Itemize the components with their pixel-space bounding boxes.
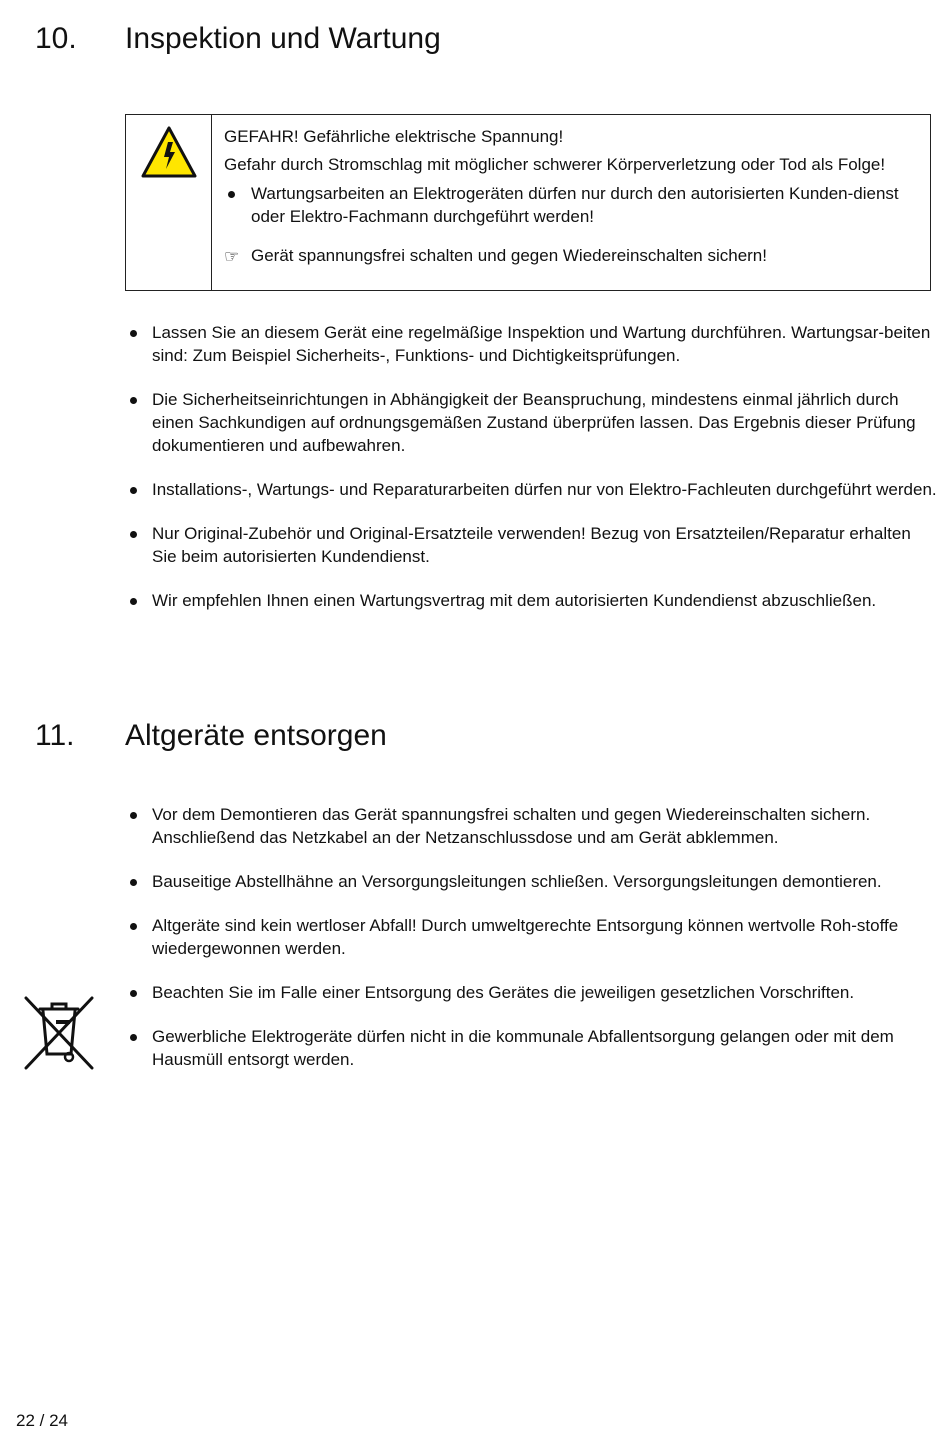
list-item-text: Nur Original-Zubehör und Original-Ersatzteile verwenden! Bezug von Ersatzteilen/Reparatur erhalten Sie beim autorisierten Kundendienst.	[152, 524, 911, 566]
list-item	[125, 803, 940, 849]
bullet-icon	[130, 812, 137, 819]
page-number: 22 / 24	[16, 1411, 68, 1430]
list-item	[125, 522, 940, 568]
high-voltage-warning-icon	[140, 125, 198, 179]
crossed-out-wheelie-bin-icon	[22, 994, 96, 1072]
bullet-icon	[130, 923, 137, 930]
list-item	[125, 1025, 940, 1071]
section-11-list	[125, 803, 940, 1071]
list-item	[125, 321, 940, 367]
warning-action	[224, 244, 924, 267]
list-item	[125, 478, 940, 501]
bullet-icon	[130, 990, 137, 997]
list-item	[125, 914, 940, 960]
bullet-icon	[130, 330, 137, 337]
section-11-title: Altgeräte entsorgen	[125, 719, 387, 752]
warning-action-text: Gerät spannungsfrei schalten und gegen Wiedereinschalten sichern!	[251, 246, 767, 265]
list-item-text: Beachten Sie im Falle einer Entsorgung des Gerätes die jeweiligen gesetzlichen Vorschriften.	[152, 983, 855, 1002]
bullet-icon	[130, 487, 137, 494]
warning-box-divider	[211, 115, 212, 290]
danger-warning-box	[125, 114, 931, 291]
section-11-number: 11.	[35, 719, 75, 752]
bullet-icon	[228, 191, 235, 198]
warning-content	[224, 125, 924, 267]
list-item	[125, 981, 940, 1004]
section-10-list	[125, 321, 940, 612]
list-item-text: Wir empfehlen Ihnen einen Wartungsvertrag mit dem autorisierten Kundendienst abzuschließen.	[152, 591, 877, 610]
list-item	[125, 388, 940, 457]
list-item	[125, 589, 940, 612]
pointing-hand-icon: ☞	[224, 247, 240, 266]
bullet-icon	[130, 1034, 137, 1041]
warning-bullet	[224, 182, 924, 228]
list-item-text: Installations-, Wartungs- und Reparaturarbeiten dürfen nur von Elektro-Fachleuten durchgeführt werden.	[152, 480, 937, 499]
list-item-text: Die Sicherheitseinrichtungen in Abhängigkeit der Beanspruchung, mindestens einmal jährlich durch einen Sachkundigen auf ordnungsgemäßen Zustand überprüfen lassen. Das Ergebnis dieser Prüfung dokumentieren und aufbewahren.	[152, 390, 916, 455]
section-10-title: Inspektion und Wartung	[125, 22, 441, 55]
bullet-icon	[130, 598, 137, 605]
list-item-text: Lassen Sie an diesem Gerät eine regelmäßige Inspektion und Wartung durchführen. Wartungsar-beiten sind: Zum Beispiel Sicherheits-, Funktions- und Dichtigkeitsprüfungen.	[152, 323, 931, 365]
bullet-icon	[130, 397, 137, 404]
list-item	[125, 870, 940, 893]
bullet-icon	[130, 531, 137, 538]
list-item-text: Altgeräte sind kein wertloser Abfall! Durch umweltgerechte Entsorgung können wertvolle Roh-stoffe wiedergewonnen werden.	[152, 916, 899, 958]
warning-text: Gefahr durch Stromschlag mit möglicher schwerer Körperverletzung oder Tod als Folge!	[224, 155, 886, 174]
list-item-text: Gewerbliche Elektrogeräte dürfen nicht in die kommunale Abfallentsorgung gelangen oder mit dem Hausmüll entsorgt werden.	[152, 1027, 894, 1069]
section-10-number: 10.	[35, 22, 77, 55]
bullet-icon	[130, 879, 137, 886]
list-item-text: Vor dem Demontieren das Gerät spannungsfrei schalten und gegen Wiedereinschalten sichern. Anschließend das Netzkabel an der Netzanschlussdose und am Gerät abklemmen.	[152, 805, 871, 847]
warning-title: GEFAHR! Gefährliche elektrische Spannung!	[224, 127, 564, 146]
list-item-text: Bauseitige Abstellhähne an Versorgungsleitungen schließen. Versorgungsleitungen demontieren.	[152, 872, 882, 891]
warning-bullet-text: Wartungsarbeiten an Elektrogeräten dürfen nur durch den autorisierten Kunden-dienst oder Elektro-Fachmann durchgeführt werden!	[251, 184, 899, 226]
